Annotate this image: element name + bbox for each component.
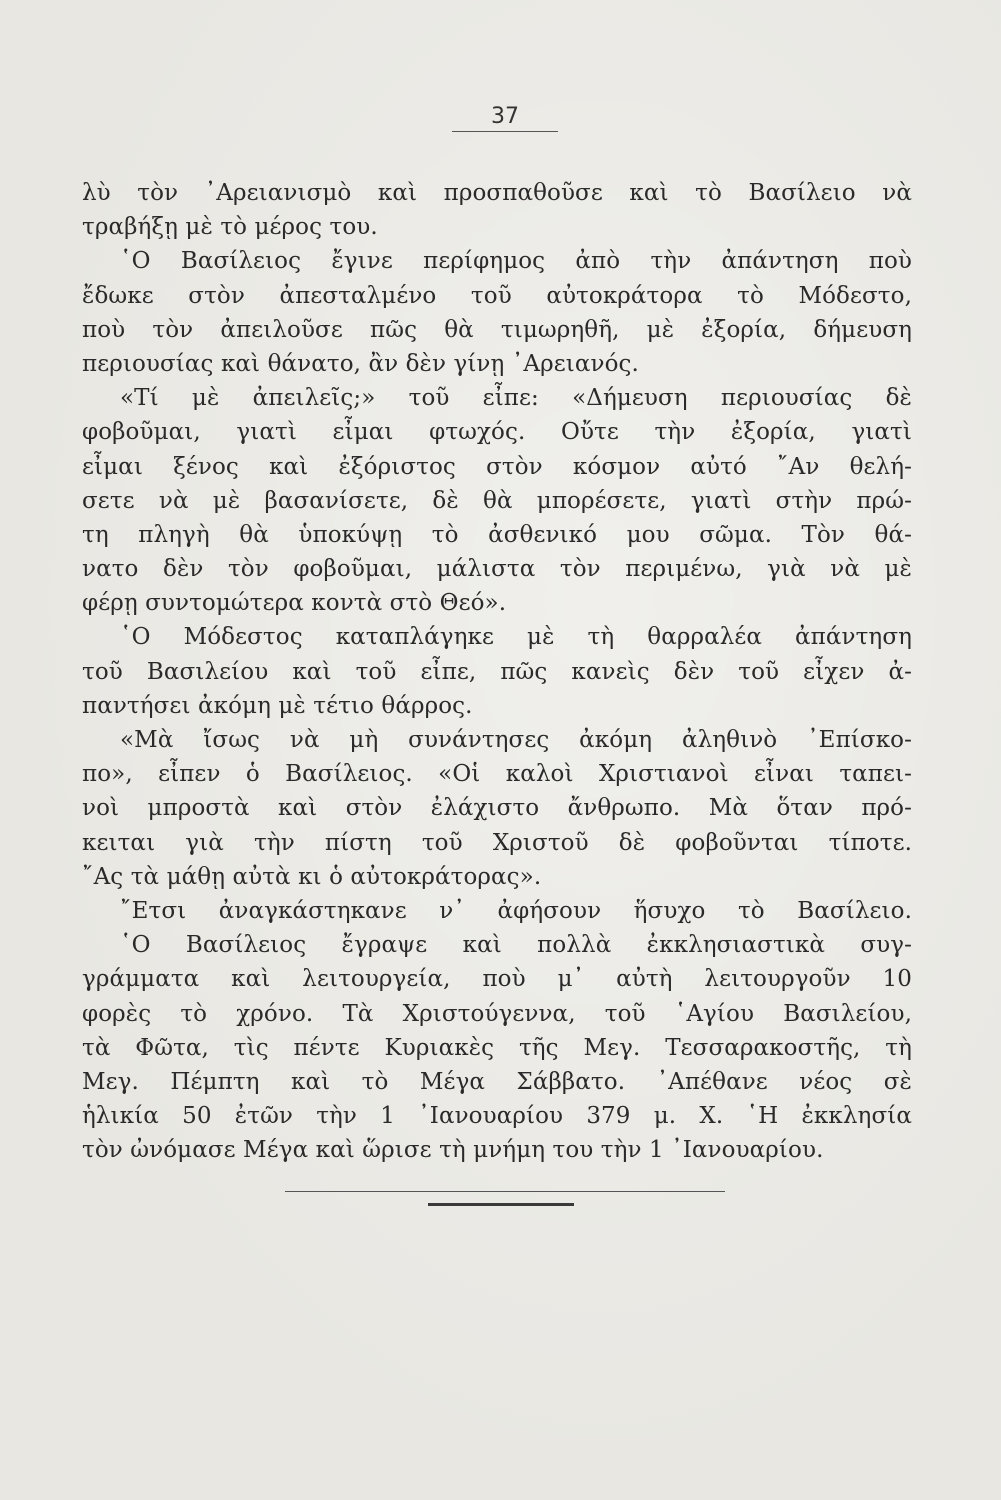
text-line: τὰ Φῶτα, τὶς πέντε Κυριακὲς τῆς Μεγ. Τεσσαρακοστῆς, τὴ <box>82 1034 912 1061</box>
body-text <box>82 176 912 1167</box>
text-line: ῎Ετσι ἀναγκάστηκανε ν᾿ ἀφήσουν ἥσυχο τὸ Βασίλειο. <box>120 897 912 924</box>
end-rule-short <box>428 1203 574 1206</box>
text-line: σετε νὰ μὲ βασανίσετε, δὲ θὰ μπορέσετε, γιατὶ στὴν πρώ- <box>82 487 912 514</box>
text-line: περιουσίας καὶ θάνατο, ἂν δὲν γίνῃ ᾿Αρειανός. <box>82 350 639 377</box>
text-line: Μεγ. Πέμπτη καὶ τὸ Μέγα Σάββατο. ᾿Απέθανε νέος σὲ <box>82 1068 912 1095</box>
text-line: νατο δὲν τὸν φοβοῦμαι, μάλιστα τὸν περιμένω, γιὰ νὰ μὲ <box>82 556 912 583</box>
text-line: νοὶ μπροστὰ καὶ στὸν ἐλάχιστο ἄνθρωπο. Μὰ ὅταν πρό- <box>82 795 912 822</box>
page-number: 37 <box>491 104 519 129</box>
text-line: ἡλικία 50 ἐτῶν τὴν 1 ᾿Ιανουαρίου 379 μ. Χ. ῾Η ἐκκλησία <box>82 1103 912 1130</box>
text-line: παντήσει ἀκόμη μὲ τέτιο θάρρος. <box>82 692 473 719</box>
text-line: ποὺ τὸν ἀπειλοῦσε πῶς θὰ τιμωρηθῆ, μὲ ἐξορία, δήμευση <box>82 316 912 343</box>
text-line: ῎Ας τὰ μάθῃ αὐτὰ κι ὁ αὐτοκράτορας». <box>82 863 542 890</box>
text-line: ῾Ο Μόδεστος καταπλάγηκε μὲ τὴ θαρραλέα ἀπάντηση <box>120 624 912 651</box>
text-line: ῾Ο Βασίλειος ἔγραψε καὶ πολλὰ ἐκκλησιαστικὰ συγ- <box>120 932 912 959</box>
text-line: λὺ τὸν ᾿Αρειανισμὸ καὶ προσπαθοῦσε καὶ τὸ Βασίλειο νὰ <box>82 180 912 206</box>
text-line: «Μὰ ἴσως νὰ μὴ συνάντησες ἀκόμη ἀληθινὸ ᾿Επίσκο- <box>120 727 912 753</box>
text-line: πο», εἶπεν ὁ Βασίλειος. «Οἱ καλοὶ Χριστιανοὶ εἶναι ταπει- <box>82 761 912 788</box>
text-line: εἶμαι ξένος καὶ ἐξόριστος στὸν κόσμον αὐτό ῎Αν θελή- <box>82 453 912 480</box>
text-line: τοῦ Βασιλείου καὶ τοῦ εἶπε, πῶς κανεὶς δὲν τοῦ εἶχεν ἀ- <box>82 658 912 685</box>
text-line: τη πληγὴ θὰ ὑποκύψῃ τὸ ἀσθενικό μου σῶμα. Τὸν θά- <box>82 521 912 548</box>
text-line: «Τί μὲ ἀπειλεῖς;» τοῦ εἶπε: «Δήμευση περιουσίας δὲ <box>120 385 912 412</box>
text-line: κειται γιὰ τὴν πίστη τοῦ Χριστοῦ δὲ φοβοῦνται τίποτε. <box>82 829 912 856</box>
text-line: τὸν ὠνόμασε Μέγα καὶ ὥρισε τὴ μνήμη του τὴν 1 ᾿Ιανουαρίου. <box>82 1137 824 1164</box>
end-rule-long <box>285 1191 725 1192</box>
text-line: φέρῃ συντομώτερα κοντὰ στὸ Θεό». <box>82 590 507 617</box>
text-line: ἔδωκε στὸν ἀπεσταλμένο τοῦ αὐτοκράτορα τὸ Μόδεστο, <box>82 282 912 309</box>
page-number-rule <box>452 131 558 132</box>
text-line: φοβοῦμαι, γιατὶ εἶμαι φτωχός. Οὔτε τὴν ἐξορία, γιατὶ <box>82 419 912 446</box>
text-line: γράμματα καὶ λειτουργεία, ποὺ μ᾿ αὐτὴ λειτουργοῦν 10 <box>82 966 912 993</box>
text-line: τραβήξῃ μὲ τὸ μέρος του. <box>82 214 378 241</box>
text-line: ῾Ο Βασίλειος ἔγινε περίφημος ἀπὸ τὴν ἀπάντηση ποὺ <box>120 248 912 275</box>
text-line: φορὲς τὸ χρόνο. Τὰ Χριστούγεννα, τοῦ ῾Αγίου Βασιλείου, <box>82 1000 912 1027</box>
